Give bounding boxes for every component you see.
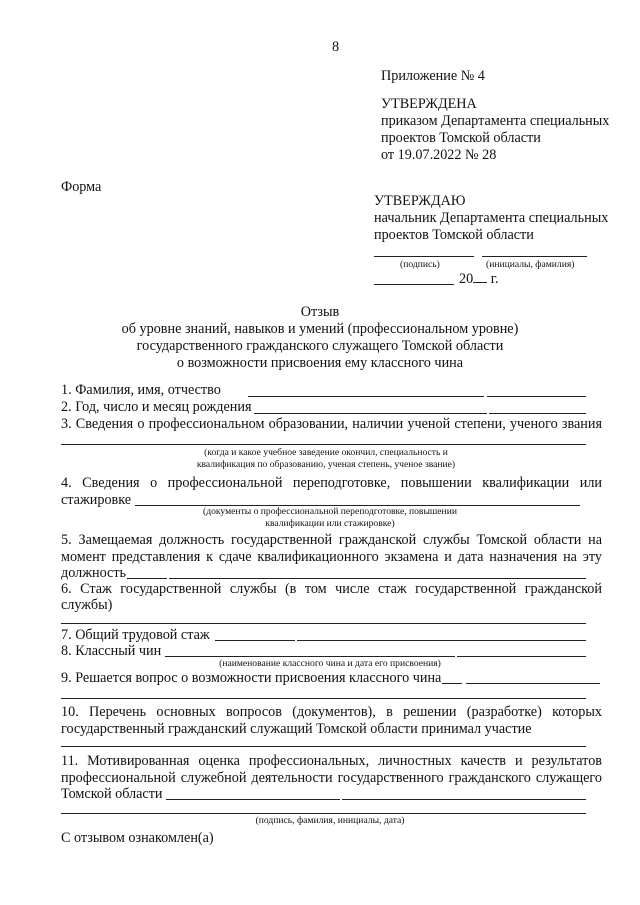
position-field-b[interactable]: [169, 578, 586, 579]
date-year: [459, 270, 499, 288]
year-prefix: 20: [459, 271, 474, 287]
education-field[interactable]: [61, 444, 586, 445]
year-field[interactable]: [473, 270, 487, 283]
rank-question-field-a[interactable]: [442, 683, 462, 684]
position-field-a[interactable]: [127, 578, 167, 579]
work-experience-field-b[interactable]: [297, 640, 586, 641]
assessment-field-b[interactable]: [342, 799, 586, 800]
item-2-label: 2. Год, число и месяц рождения: [61, 399, 252, 415]
issues-field[interactable]: [61, 746, 586, 747]
approve-line-2: проектов Томской области: [374, 227, 534, 243]
heading-line-1: об уровне знаний, навыков и умений (профессиональном уровне): [121, 321, 519, 337]
item-10-line-2: государственный гражданский служащий Томской области принимал участие: [61, 721, 532, 737]
item-7-label: 7. Общий трудовой стаж: [61, 627, 210, 643]
item-11-line-3: Томской области: [61, 786, 163, 802]
assessment-field-c[interactable]: [61, 813, 586, 814]
full-name-field[interactable]: [248, 396, 484, 397]
approved-title: УТВЕРЖДЕНА: [381, 96, 477, 112]
date-line[interactable]: [374, 284, 454, 285]
rank-question-field-c[interactable]: [61, 698, 586, 699]
item-3-caption-1: (когда и какое учебное заведение окончил, специальность и: [204, 447, 448, 458]
rank-question-field-b[interactable]: [466, 683, 600, 684]
page-number: 8: [332, 39, 340, 55]
acquainted-label: С отзывом ознакомлен(а): [61, 830, 214, 846]
class-rank-field-a[interactable]: [165, 656, 455, 657]
approve-title: УТВЕРЖДАЮ: [374, 193, 466, 209]
item-4-line-2: стажировке: [61, 492, 132, 508]
item-5-line-1: 5. Замещаемая должность государственной гражданской службы Томской области на: [61, 532, 602, 548]
item-3-caption-2: квалификация по образованию, ученая степень, ученое звание): [196, 459, 456, 470]
class-rank-field-b[interactable]: [457, 656, 586, 657]
assessment-field-a[interactable]: [166, 799, 340, 800]
heading-line-2: государственного гражданского служащего Томской области: [136, 338, 504, 354]
heading-line-3: о возможности присвоения ему классного чина: [176, 355, 464, 371]
year-suffix: г.: [487, 271, 499, 287]
birth-date-field-2[interactable]: [489, 413, 586, 414]
item-10-line-1: 10. Перечень основных вопросов (документов), в решении (разработке) которых: [61, 704, 602, 720]
form-label: Форма: [61, 179, 102, 195]
approved-line-3: от 19.07.2022 № 28: [381, 147, 497, 163]
item-11-line-1: 11. Мотивированная оценка профессиональных, личностных качеств и результатов: [61, 753, 602, 769]
signature-caption: (подпись): [400, 259, 440, 270]
item-4-caption-2: квалификации или стажировке): [265, 518, 395, 529]
item-6-line-1: 6. Стаж государственной службы (в том числе стаж государственной гражданской: [61, 581, 602, 597]
appendix-label: Приложение № 4: [381, 68, 485, 84]
service-length-field[interactable]: [61, 623, 586, 624]
item-3-label: 3. Сведения о профессиональном образовании, наличии ученой степени, ученого звания: [61, 416, 602, 432]
item-6-line-2: службы): [61, 597, 113, 613]
item-5-line-3: должность: [61, 565, 127, 581]
item-4-caption-1: (документы о профессиональной переподготовке, повышении: [203, 506, 457, 517]
birth-date-field[interactable]: [254, 413, 487, 414]
item-8-label: 8. Классный чин: [61, 643, 162, 659]
item-5-line-2: момент представления к сдаче квалификационного экзамена и дата назначения на эту: [61, 549, 602, 565]
item-11-line-2: профессиональной служебной деятельности государственного гражданского служащего: [61, 770, 602, 786]
approved-line-2: проектов Томской области: [381, 130, 541, 146]
item-9-label: 9. Решается вопрос о возможности присвоения классного чина: [61, 670, 442, 686]
work-experience-field-a[interactable]: [215, 640, 295, 641]
heading-title: Отзыв: [300, 304, 340, 320]
name-caption: (инициалы, фамилия): [486, 259, 575, 270]
signature-line[interactable]: [374, 256, 474, 257]
item-11-caption: (подпись, фамилия, инициалы, дата): [255, 815, 405, 826]
approve-line-1: начальник Департамента специальных: [374, 210, 609, 226]
name-line[interactable]: [482, 256, 587, 257]
item-1-label: 1. Фамилия, имя, отчество: [61, 382, 221, 398]
full-name-field-2[interactable]: [487, 396, 586, 397]
item-4-line-1: 4. Сведения о профессиональной переподготовке, повышении квалификации или: [61, 475, 602, 491]
item-8-caption: (наименование классного чина и дата его присвоения): [219, 658, 441, 669]
approved-line-1: приказом Департамента специальных: [381, 113, 610, 129]
